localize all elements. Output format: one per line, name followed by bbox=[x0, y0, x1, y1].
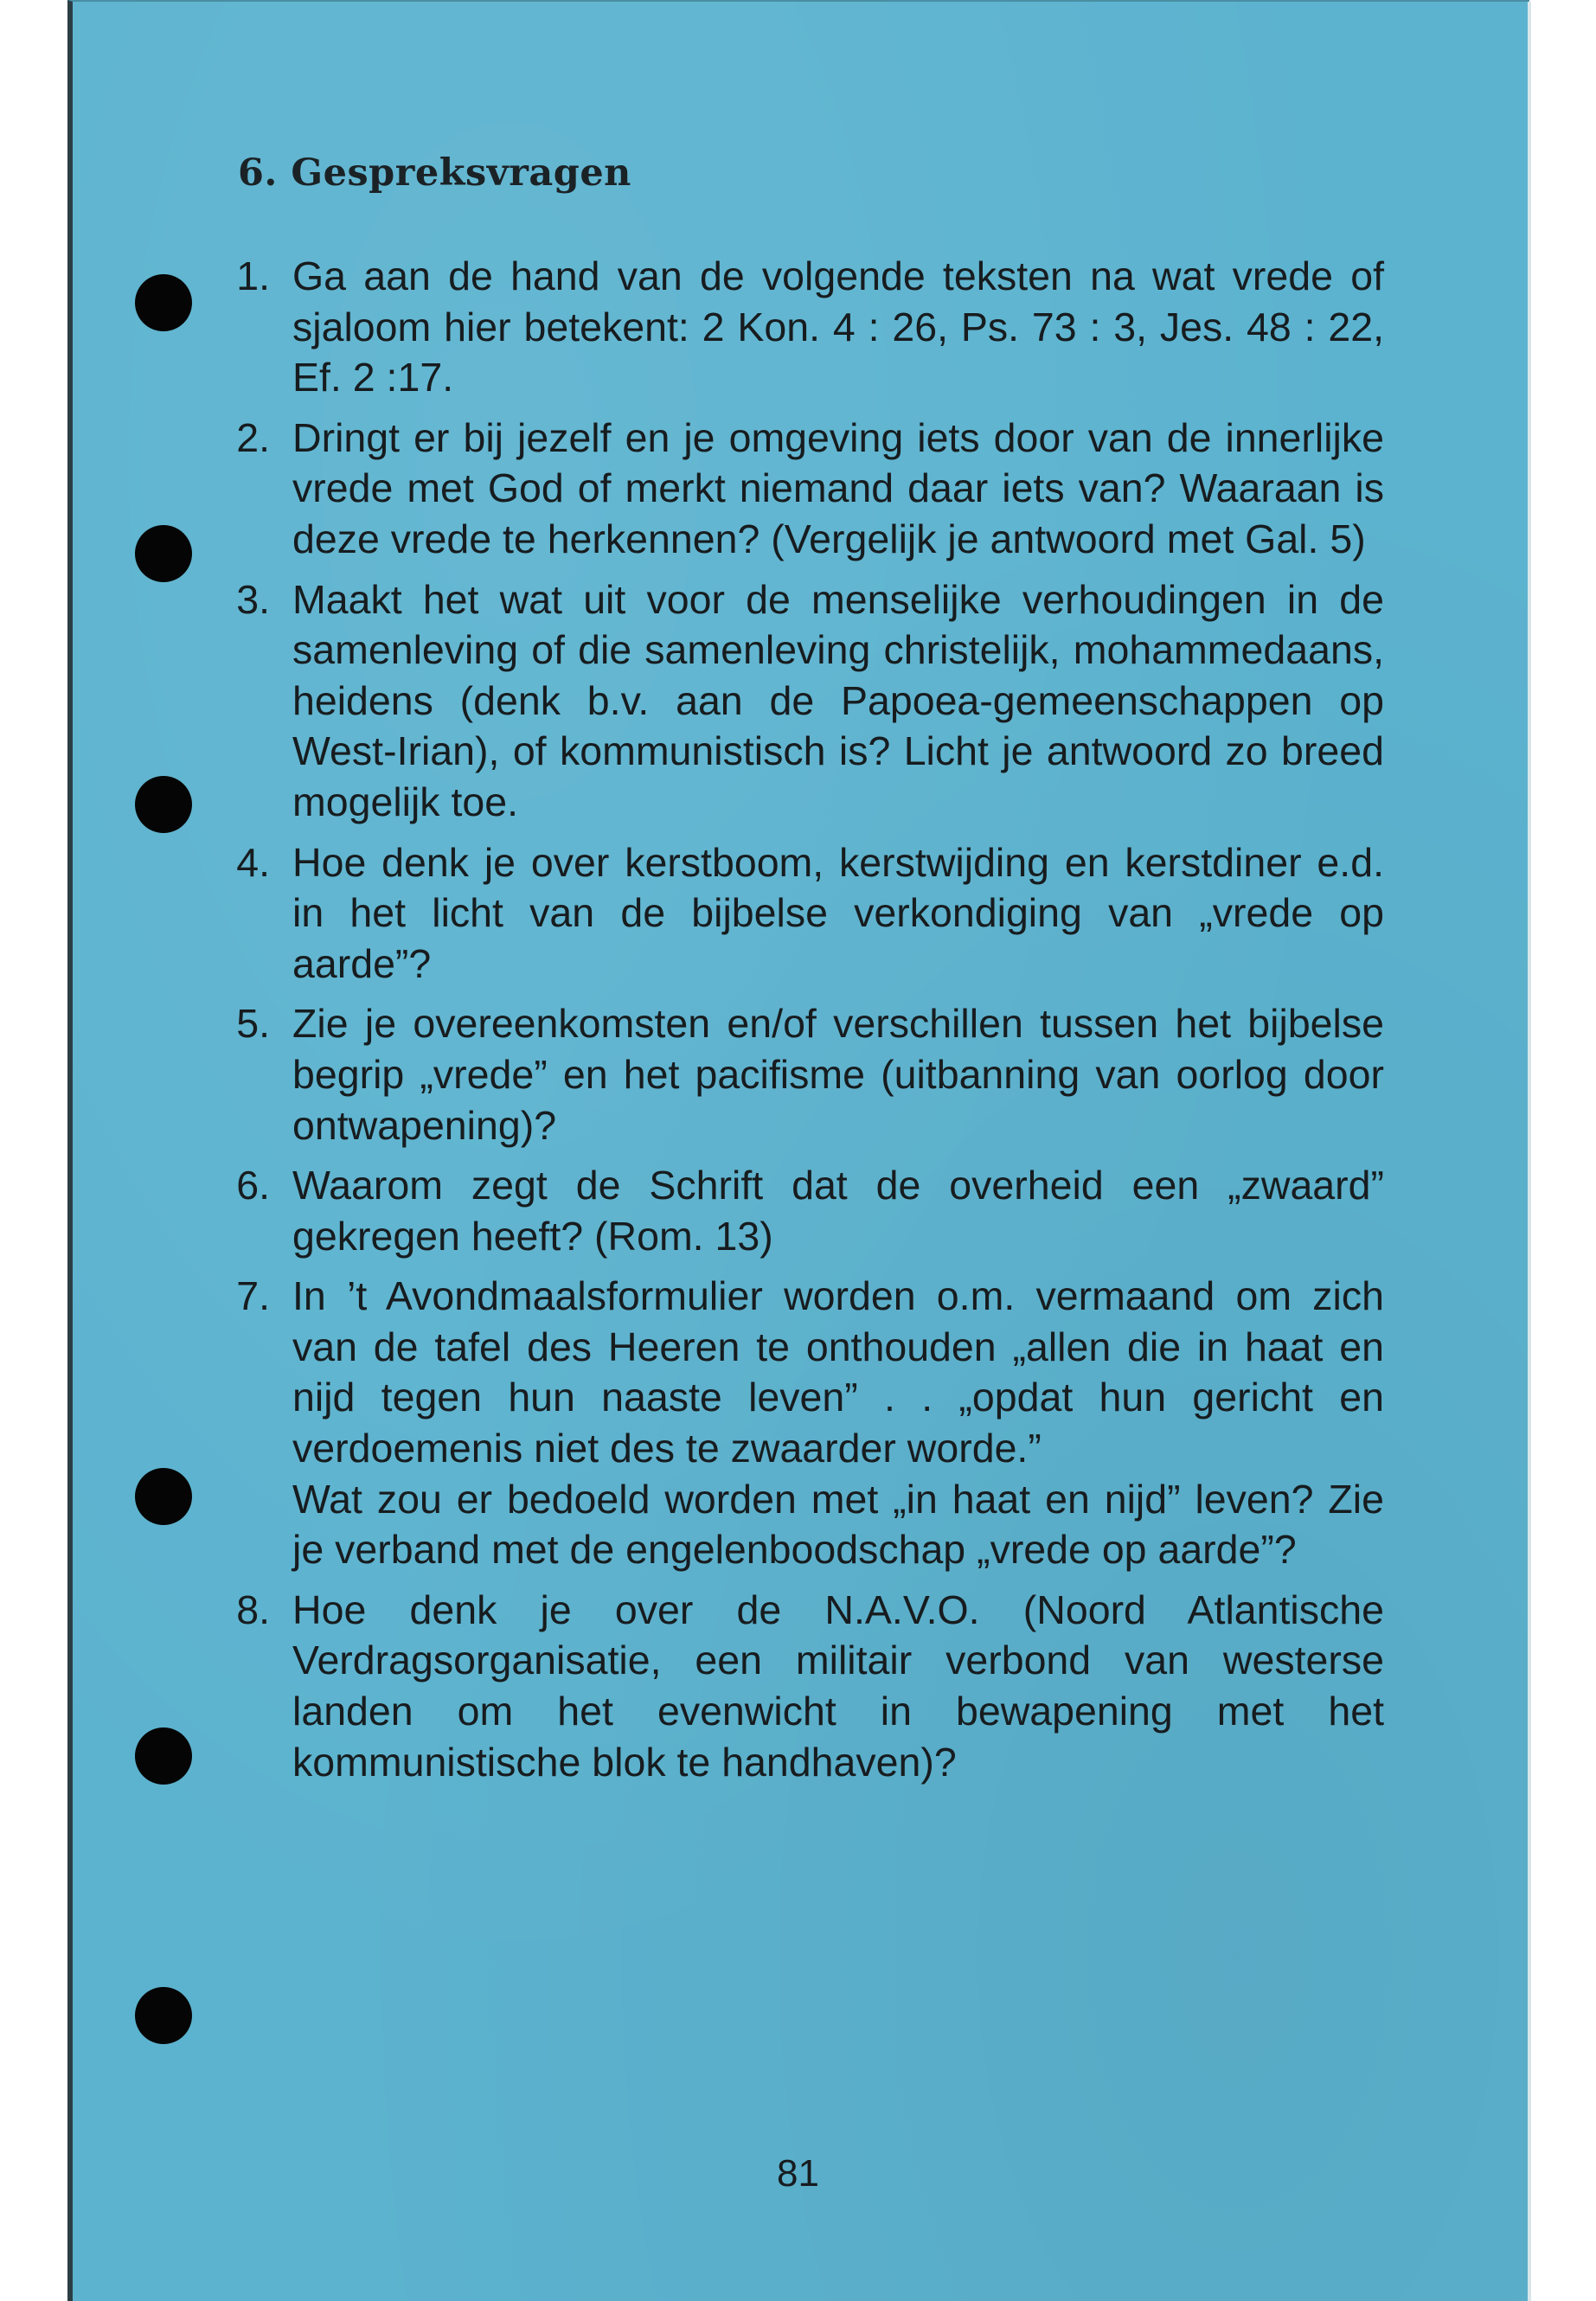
question-text bbox=[292, 837, 1384, 990]
question-paragraph: Wat zou er bedoeld worden met „in haat en nijd” leven? Zie je verband met de engelenboodschap „vrede op aarde”? bbox=[292, 1476, 1384, 1573]
page-number: 81 bbox=[777, 2152, 819, 2195]
binder-hole bbox=[135, 776, 192, 833]
section-number: 6. bbox=[238, 151, 278, 195]
question-text bbox=[292, 998, 1384, 1150]
binder-hole bbox=[135, 525, 192, 582]
question-text bbox=[292, 1585, 1384, 1787]
question-number: 2. bbox=[236, 414, 270, 460]
question-paragraph: Waarom zegt de Schrift dat de overheid een „zwaard” gekregen heeft? (Rom. 13) bbox=[292, 1163, 1384, 1259]
question-number: 1. bbox=[236, 253, 270, 298]
question-number: 6. bbox=[236, 1163, 270, 1208]
question-paragraph: Dringt er bij jezelf en je omgeving iets door van de innerlijke vrede met God of merkt niemand daar iets van? Waaraan is deze vrede te herkennen? (Vergelijk je antwoord met Gal. 5) bbox=[292, 414, 1384, 561]
question-list bbox=[234, 251, 1384, 1797]
question-item bbox=[234, 413, 1384, 565]
question-text bbox=[292, 574, 1384, 828]
question-text bbox=[292, 1271, 1384, 1575]
question-number: 7. bbox=[236, 1273, 270, 1319]
binder-hole bbox=[135, 1987, 192, 2044]
binder-hole bbox=[135, 1468, 192, 1525]
section-title: Gespreksvragen bbox=[291, 151, 631, 195]
question-paragraph: Hoe denk je over kerstboom, kerstwijding en kerstdiner e.d. in het licht van de bijbelse verkondiging van „vrede op aarde”? bbox=[292, 839, 1384, 986]
question-paragraph: Zie je overeenkomsten en/of verschillen tussen het bijbelse begrip „vrede” en het pacifisme (uitbanning van oorlog door ontwapening)? bbox=[292, 1001, 1384, 1148]
question-item bbox=[234, 574, 1384, 828]
question-item bbox=[234, 837, 1384, 990]
binder-hole bbox=[135, 274, 192, 331]
question-item bbox=[234, 251, 1384, 403]
question-paragraph: In ’t Avondmaalsformulier worden o.m. vermaand om zich van de tafel des Heeren te onthouden „allen die in haat en nijd tegen hun naaste leven” . . „opdat hun gericht en verdoemenis niet des te zwaarder worde.” bbox=[292, 1273, 1384, 1471]
question-item bbox=[234, 1585, 1384, 1787]
question-paragraph: Ga aan de hand van de volgende teksten na wat vrede of sjaloom hier betekent: 2 Kon. 4 : 26, Ps. 73 : 3, Jes. 48 : 22, Ef. 2 :17. bbox=[292, 253, 1384, 401]
section-heading bbox=[238, 151, 631, 195]
question-number: 3. bbox=[236, 576, 270, 622]
question-number: 5. bbox=[236, 1001, 270, 1047]
question-item bbox=[234, 998, 1384, 1150]
question-paragraph: Maakt het wat uit voor de menselijke verhoudingen in de samenleving of die samenleving christelijk, mohammedaans, heidens (denk b.v. aan de Papoea-gemeenschappen op West-Irian), of kommunistisch is? Licht je antwoord zo breed mogelijk toe. bbox=[292, 576, 1384, 824]
question-item bbox=[234, 1271, 1384, 1575]
question-text bbox=[292, 251, 1384, 403]
question-text bbox=[292, 413, 1384, 565]
binder-hole bbox=[135, 1727, 192, 1785]
question-text bbox=[292, 1160, 1384, 1261]
question-item bbox=[234, 1160, 1384, 1261]
question-paragraph: Hoe denk je over de N.A.V.O. (Noord Atlantische Verdragsorganisatie, een militair verbond van westerse landen om het evenwicht in bewapening met het kommunistische blok te handhaven)? bbox=[292, 1586, 1384, 1785]
question-number: 4. bbox=[236, 839, 270, 885]
question-number: 8. bbox=[236, 1586, 270, 1632]
